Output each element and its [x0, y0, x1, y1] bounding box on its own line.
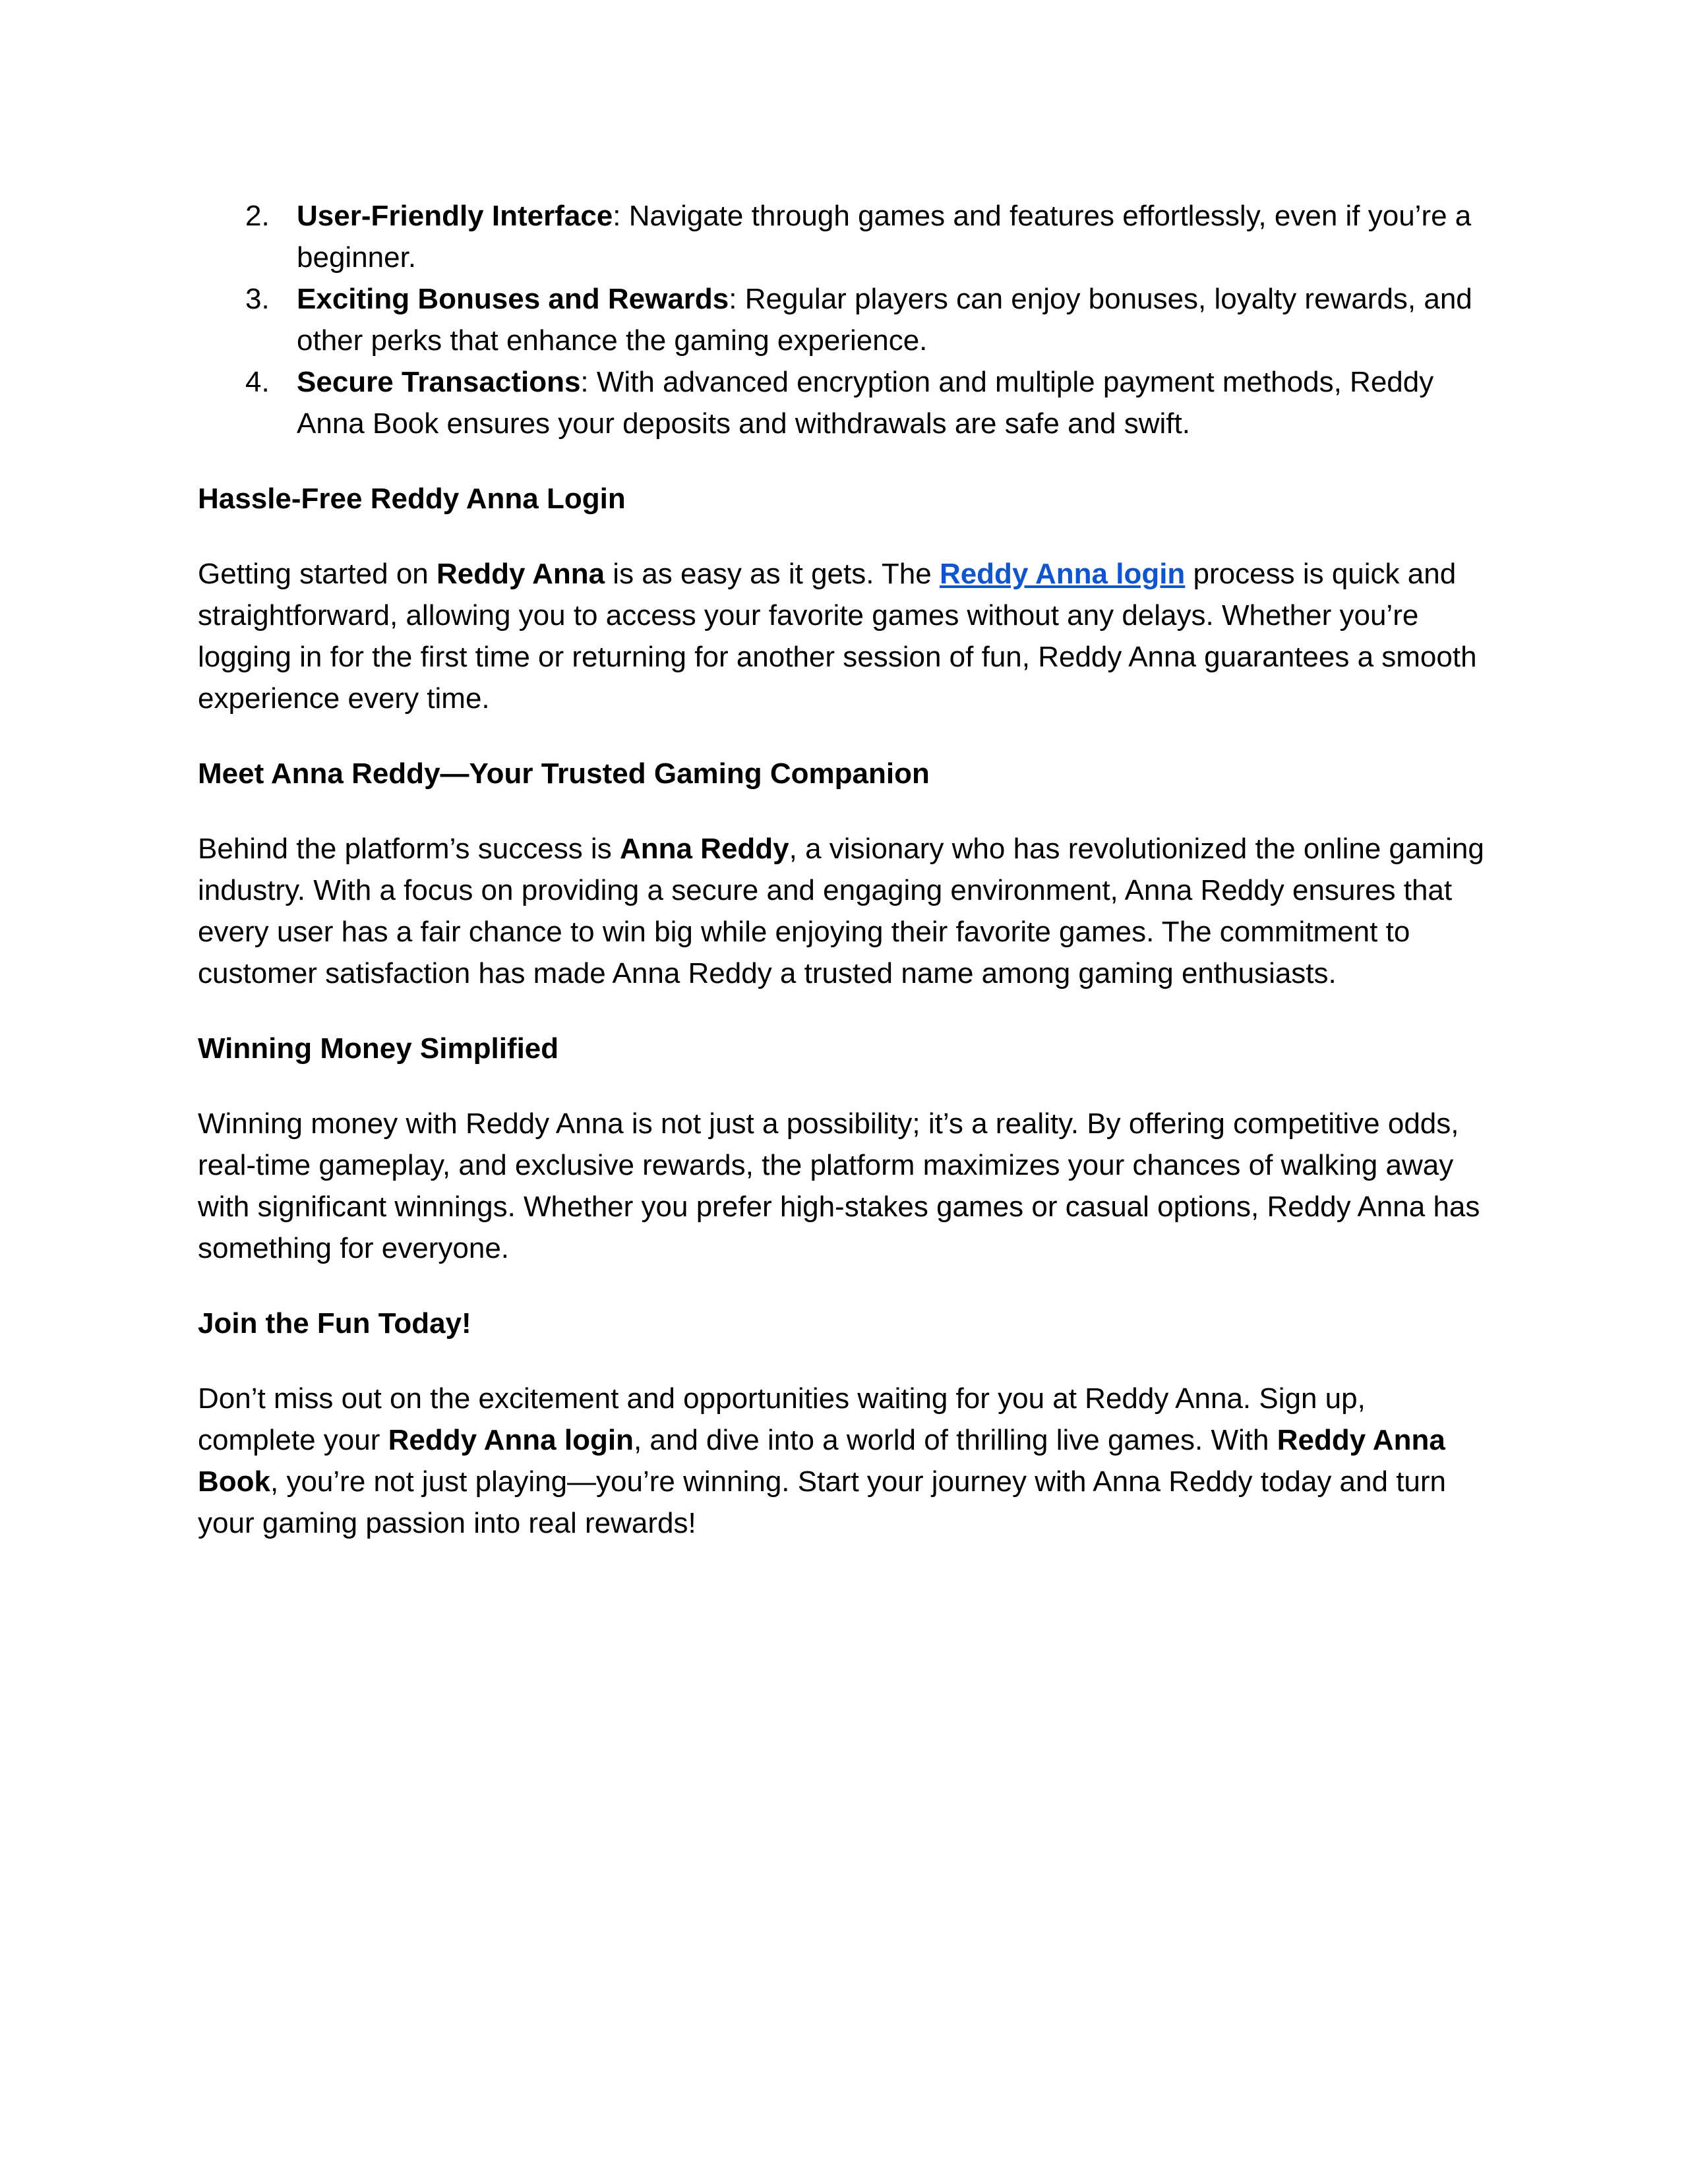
feature-text: : Regular players can enjoy bonuses, loyalty rewards, and other perks that enhance the gaming experience. [297, 283, 1472, 357]
feature-title: User-Friendly Interface [297, 200, 613, 232]
feature-text: : Navigate through games and features effortlessly, even if you’re a beginner. [297, 200, 1472, 274]
join-text-3: , you’re not just playing—you’re winning. Start your journey with Anna Reddy today and turn your gaming passion into real rewards! [198, 1465, 1447, 1539]
meet-paragraph [198, 828, 1490, 994]
join-bold-2: Reddy Anna Book [198, 1424, 1445, 1498]
list-number: 4. [245, 366, 270, 398]
document-content [198, 195, 1490, 1544]
meet-heading: Meet Anna Reddy—Your Trusted Gaming Companion [198, 757, 930, 790]
list-number: 3. [245, 283, 270, 315]
winning-heading: Winning Money Simplified [198, 1032, 559, 1065]
list-item [198, 278, 1490, 361]
login-bold-1: Reddy Anna [437, 558, 605, 590]
login-text-3: process is quick and straightforward, allowing you to access your favorite games without any delays. Whether you’re logging in for the first time or returning for another session of fun, Reddy Anna guarantees a smooth experience every time. [198, 558, 1477, 715]
winning-paragraph: Winning money with Reddy Anna is not just a possibility; it’s a reality. By offering competitive odds, real-time gameplay, and exclusive rewards, the platform maximizes your chances of walking away with significant winnings. Whether you prefer high-stakes games or casual options, Reddy Anna has something for everyone. [198, 1107, 1480, 1264]
feature-title: Exciting Bonuses and Rewards [297, 283, 729, 315]
reddy-anna-login-link[interactable]: Reddy Anna login [939, 558, 1186, 590]
list-item [198, 195, 1490, 278]
join-text-2: , and dive into a world of thrilling live games. With [633, 1424, 1277, 1456]
login-text-1: Getting started on [198, 558, 437, 590]
meet-text-1: Behind the platform’s success is [198, 833, 620, 865]
join-bold-1: Reddy Anna login [388, 1424, 634, 1456]
meet-text-2: , a visionary who has revolutionized the online gaming industry. With a focus on providing a secure and engaging environment, Anna Reddy ensures that every user has a fair chance to win big while enjoying their favorite games. The commitment to customer satisfaction has made Anna Reddy a trusted name among gaming enthusiasts. [198, 833, 1484, 989]
meet-bold-1: Anna Reddy [619, 833, 789, 865]
feature-title: Secure Transactions [297, 366, 581, 398]
login-text-2: is as easy as it gets. The [605, 558, 940, 590]
list-number: 2. [245, 200, 270, 232]
login-paragraph [198, 553, 1490, 719]
join-paragraph [198, 1378, 1490, 1544]
join-heading: Join the Fun Today! [198, 1307, 471, 1340]
join-text-1: Don’t miss out on the excitement and opportunities waiting for you at Reddy Anna. Sign up, complete your [198, 1382, 1366, 1456]
feature-text: : With advanced encryption and multiple payment methods, Reddy Anna Book ensures your deposits and withdrawals are safe and swift. [297, 366, 1434, 440]
feature-list [198, 195, 1490, 444]
list-item [198, 361, 1490, 444]
login-heading: Hassle-Free Reddy Anna Login [198, 483, 626, 515]
